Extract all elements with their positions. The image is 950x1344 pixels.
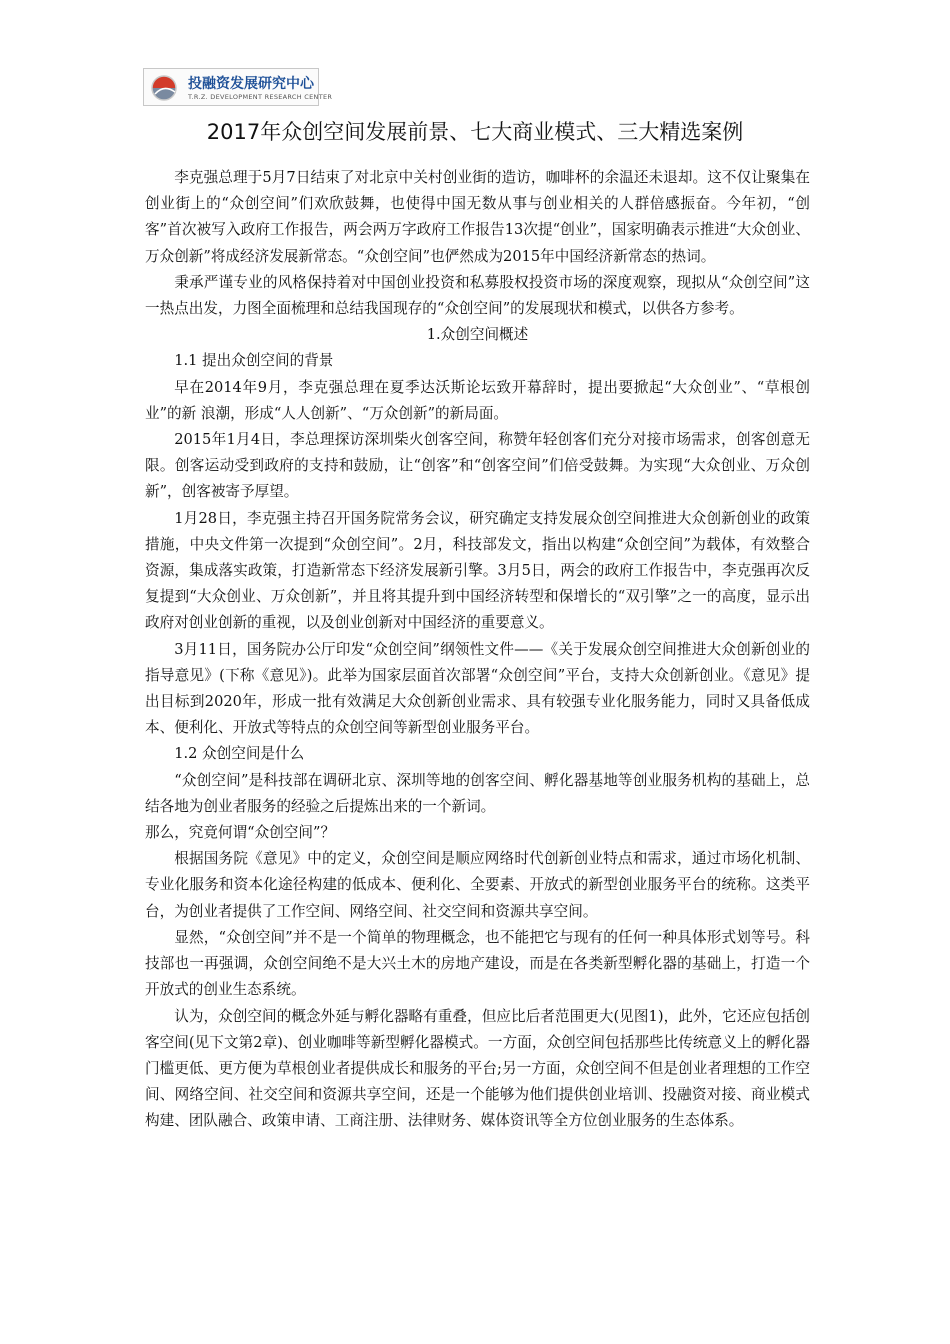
globe-logo-icon (149, 74, 179, 102)
paragraph: 显然，“众创空间”并不是一个简单的物理概念，也不能把它与现有的任何一种具体形式划等号。科技部也一再强调，众创空间绝不是大兴土木的房地产建设，而是在各类新型孵化器的基础上，打造一个开放式的创业生态系统。 (145, 928, 810, 999)
question-line: 那么，究竟何谓“众创空间”？ (145, 824, 336, 842)
logo-english-text: T.R.Z. DEVELOPMENT RESEARCH CENTER (188, 93, 333, 101)
paragraph: 秉承严谨专业的风格保持着对中国创业投资和私募股权投资市场的深度观察，现拟从“众创空间”这一热点出发，力图全面梳理和总结我国现存的“众创空间”的发展现状和模式，以供各方参考。 (145, 273, 810, 318)
paragraph: 根据国务院《意见》中的定义，众创空间是顺应网络时代创新创业特点和需求，通过市场化机制、专业化服务和资本化途径构建的低成本、便利化、全要素、开放式的新型创业服务平台的统称。这类平台，为创业者提供了工作空间、网络空间、社交空间和资源共享空间。 (145, 850, 810, 920)
paragraph: “众创空间”是科技部在调研北京、深圳等地的创客空间、孵化器基地等创业服务机构的基础上，总结各地为创业者服务的经验之后提炼出来的一个新词。 (145, 771, 810, 815)
paragraph: 早在2014年9月，李克强总理在夏季达沃斯论坛致开幕辞时，提出要掀起“大众创业”、“草根创业”的新 浪潮，形成“人人创新”、“万众创新”的新局面。 (145, 378, 810, 422)
logo-chinese-text: 投融资发展研究中心 (188, 76, 314, 92)
paragraph: 3月11日，国务院办公厅印发“众创空间”纲领性文件——《关于发展众创空间推进大众创新创业的指导意见》(下称《意见》)。此举为国家层面首次部署“众创空间”平台，支持大众创新创业。《意见》提出目标到2020年，形成一批有效满足大众创新创业需求、具有较强专业化服务能力，同时又具备低成本、便利化、开放式等特点的众创空间等新型创业服务平台。 (145, 640, 810, 737)
subsection-heading: 1.1 提出众创空间的背景 (174, 352, 334, 370)
logo (143, 68, 333, 106)
paragraph: 2015年1月4日，李总理探访深圳柴火创客空间，称赞年轻创客们充分对接市场需求，创客创意无限。创客运动受到政府的支持和鼓励，让“创客”和“创客空间”们倍受鼓舞。为实现“大众创业、万众创新”，创客被寄予厚望。 (145, 431, 810, 501)
paragraph: 李克强总理于5月7日结束了对北京中关村创业街的造访，咖啡杯的余温还未退却。这不仅让聚集在创业街上的“众创空间”们欢欣鼓舞，也使得中国无数从事与创业相关的人群倍感振奋。今年初，“创客”首次被写入政府工作报告，两会两万字政府工作报告13次提“创业”，国家明确表示推进“大众创业、万众创新”将成经济发展新常态。“众创空间”也俨然成为2015年中国经济新常态的热词。 (145, 169, 810, 265)
paragraph: 1月28日，李克强主持召开国务院常务会议，研究确定支持发展众创空间推进大众创新创业的政策措施，中央文件第一次提到“众创空间”。2月，科技部发文，指出以构建“众创空间”为载体，有效整合资源，集成落实政策，打造新常态下经济发展新引擎。3月5日，两会的政府工作报告中，李克强再次反复提到“大众创业、万众创新”，并且将其提升到中国经济转型和保增长的“双引擎”之一的高度，显示出政府对创业创新的重视，以及创业创新对中国经济的重要意义。 (145, 509, 810, 632)
paragraph: 认为，众创空间的概念外延与孵化器略有重叠，但应比后者范围更大(见图1)，此外，它还应包括创客空间(见下文第2章)、创业咖啡等新型孵化器模式。一方面，众创空间包括那些比传统意义上的孵化器门槛更低、更方便为草根创业者提供成长和服务的平台;另一方面，众创空间不但是创业者理想的工作空间、网络空间、社交空间和资源共享空间，还是一个能够为他们提供创业培训、投融资对接、商业模式构建、团队融合、政策申请、工商注册、法律财务、媒体资讯等全方位创业服务的生态体系。 (145, 1007, 810, 1130)
document-body (145, 165, 810, 1135)
document-title: 2017年众创空间发展前景、七大商业模式、三大精选案例 (206, 120, 744, 144)
subsection-heading: 1.2 众创空间是什么 (174, 745, 305, 763)
section-heading: 1.众创空间概述 (426, 326, 529, 344)
